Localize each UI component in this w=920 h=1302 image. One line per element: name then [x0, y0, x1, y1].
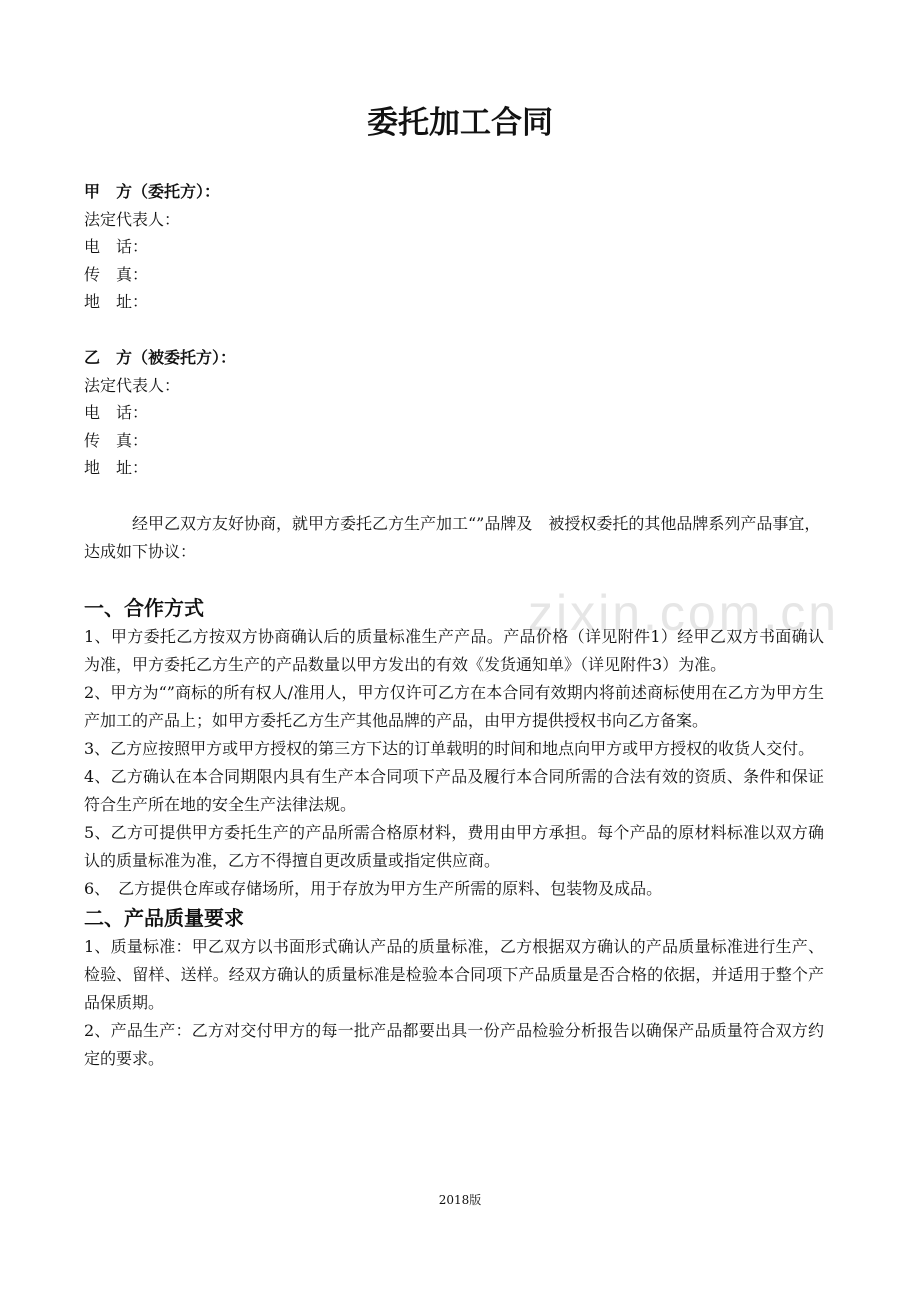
party-a-heading: 甲 方（委托方）：	[84, 182, 221, 201]
party-a-block	[84, 178, 220, 316]
document-title: 委托加工合同	[367, 105, 553, 141]
intro-paragraph: 经甲乙双方友好协商，就甲方委托乙方生产加工“”品牌及 被授权委托的其他品牌系列产品事宜，达成如下协议：	[84, 514, 821, 561]
party-b-representative: 法定代表人：	[84, 375, 181, 395]
clause-1-6: 6、 乙方提供仓库或存储场所，用于存放为甲方生产所需的原料、包装物及成品。	[84, 879, 663, 898]
party-b-block	[84, 344, 236, 482]
party-a-phone: 电 话：	[84, 237, 149, 256]
clause-1-3: 3、乙方应按照甲方或甲方授权的第三方下达的订单载明的时间和地点向甲方或甲方授权的收货人交付。	[84, 739, 815, 758]
party-b-phone: 电 话：	[84, 403, 149, 422]
page-footer: 2018版	[438, 1193, 482, 1207]
section-title-quality: 二、产品质量要求	[84, 906, 244, 930]
watermark: zixin.com.cn	[528, 585, 840, 641]
clause-1-1: 1、甲方委托乙方按双方协商确认后的质量标准生产产品。产品价格（详见附件1）经甲乙双方书面确认为准，甲方委托乙方生产的产品数量以甲方发出的有效《发货通知单》（详见附件3）为准。	[84, 627, 824, 674]
party-b-fax: 传 真：	[84, 430, 149, 450]
party-b-heading: 乙 方（被委托方）：	[84, 348, 237, 367]
section-title-cooperation: 一、合作方式	[84, 596, 204, 620]
party-a-address: 地 址：	[84, 292, 149, 311]
party-b-address: 地 址：	[84, 458, 149, 477]
clause-1-4: 4、乙方确认在本合同期限内具有生产本合同项下产品及履行本合同所需的合法有效的资质、条件和保证符合生产所在地的安全生产法律法规。	[84, 767, 824, 814]
clause-1-5: 5、乙方可提供甲方委托生产的产品所需合格原材料，费用由甲方承担。每个产品的原材料标准以双方确认的质量标准为准，乙方不得擅自更改质量或指定供应商。	[84, 823, 824, 870]
party-a-fax: 传 真：	[84, 264, 149, 284]
clause-2-2: 2、产品生产：乙方对交付甲方的每一批产品都要出具一份产品检验分析报告以确保产品质量符合双方约定的要求。	[84, 1021, 824, 1068]
contract-body	[84, 593, 824, 1073]
clause-1-2: 2、甲方为“”商标的所有权人/准用人，甲方仅许可乙方在本合同有效期内将前述商标使用在乙方为甲方生产加工的产品上；如甲方委托乙方生产其他品牌的产品，由甲方提供授权书向乙方备案。	[84, 683, 824, 730]
party-a-representative: 法定代表人：	[84, 209, 181, 229]
clause-2-1: 1、质量标准：甲乙双方以书面形式确认产品的质量标准，乙方根据双方确认的产品质量标准进行生产、检验、留样、送样。经双方确认的质量标准是检验本合同项下产品质量是否合格的依据，并适用于整个产品保质期。	[84, 937, 824, 1012]
